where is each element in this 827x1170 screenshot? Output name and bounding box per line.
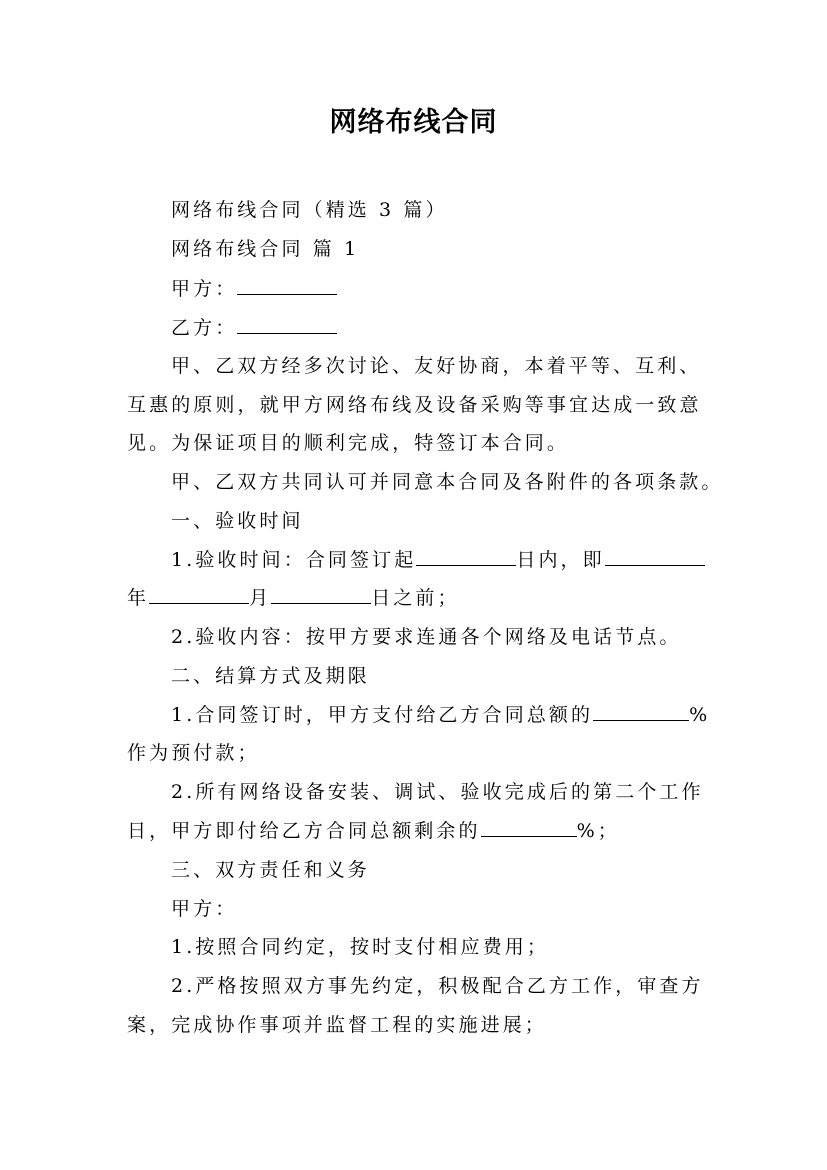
party-b-blank <box>237 316 337 334</box>
clause-line: 案，完成协作事项并监督工程的实施进展； <box>127 1014 547 1036</box>
clause-line: 2.严格按照双方事先约定，积极配合乙方工作，审查方 <box>171 975 704 997</box>
party-a-label: 甲方： <box>171 278 238 300</box>
clause-text: 日之前； <box>371 587 460 609</box>
clause-line: 作为预付款； <box>127 742 260 764</box>
section-heading: 三、双方责任和义务 <box>171 859 370 881</box>
clause-line: 2.验收内容：按甲方要求连通各个网络及电话节点。 <box>171 626 682 648</box>
clause-line <box>171 548 761 572</box>
clause-text: 月 <box>249 587 272 609</box>
clause-text: 日内，即 <box>516 549 605 571</box>
clause-line <box>171 703 761 727</box>
clause-line: 1.按照合同约定，按时支付相应费用； <box>171 936 549 958</box>
clause-text: 1.验收时间：合同签订起 <box>171 549 417 571</box>
clause-text: %； <box>576 820 620 842</box>
party-a-blank <box>237 277 337 295</box>
clause-text: 1.合同签订时，甲方支付给乙方合同总额的 <box>171 704 594 726</box>
clause-text: 年 <box>127 587 150 609</box>
fill-blank <box>605 548 705 566</box>
party-b-line <box>171 316 761 340</box>
fill-blank <box>149 586 249 604</box>
section-heading: 一、验收时间 <box>171 510 304 532</box>
clause-text: 日，甲方即付给乙方合同总额剩余的 <box>127 820 481 842</box>
clause-text: % <box>689 704 711 726</box>
party-a-subheading: 甲方： <box>171 898 238 920</box>
party-b-label: 乙方： <box>171 317 238 339</box>
fill-blank <box>481 819 577 837</box>
fill-blank <box>416 548 516 566</box>
clause-line <box>127 586 717 610</box>
paragraph-line: 见。为保证项目的顺利完成，特签订本合同。 <box>127 432 570 454</box>
document-title: 网络布线合同 <box>329 107 498 138</box>
paragraph-line: 甲、乙双方经多次讨论、友好协商，本着平等、互利、 <box>171 355 702 377</box>
subtitle: 网络布线合同（精选 3 篇） <box>171 199 448 221</box>
fill-blank <box>593 703 689 721</box>
section-heading: 网络布线合同 篇 1 <box>171 238 360 260</box>
paragraph-line: 甲、乙双方共同认可并同意本合同及各附件的各项条款。 <box>171 471 724 493</box>
clause-line: 2.所有网络设备安装、调试、验收完成后的第二个工作 <box>171 781 704 803</box>
fill-blank <box>271 586 371 604</box>
section-heading: 二、结算方式及期限 <box>171 665 370 687</box>
clause-line <box>127 819 717 843</box>
paragraph-line: 互惠的原则，就甲方网络布线及设备采购等事宜达成一致意 <box>127 394 702 416</box>
party-a-line <box>171 277 761 301</box>
